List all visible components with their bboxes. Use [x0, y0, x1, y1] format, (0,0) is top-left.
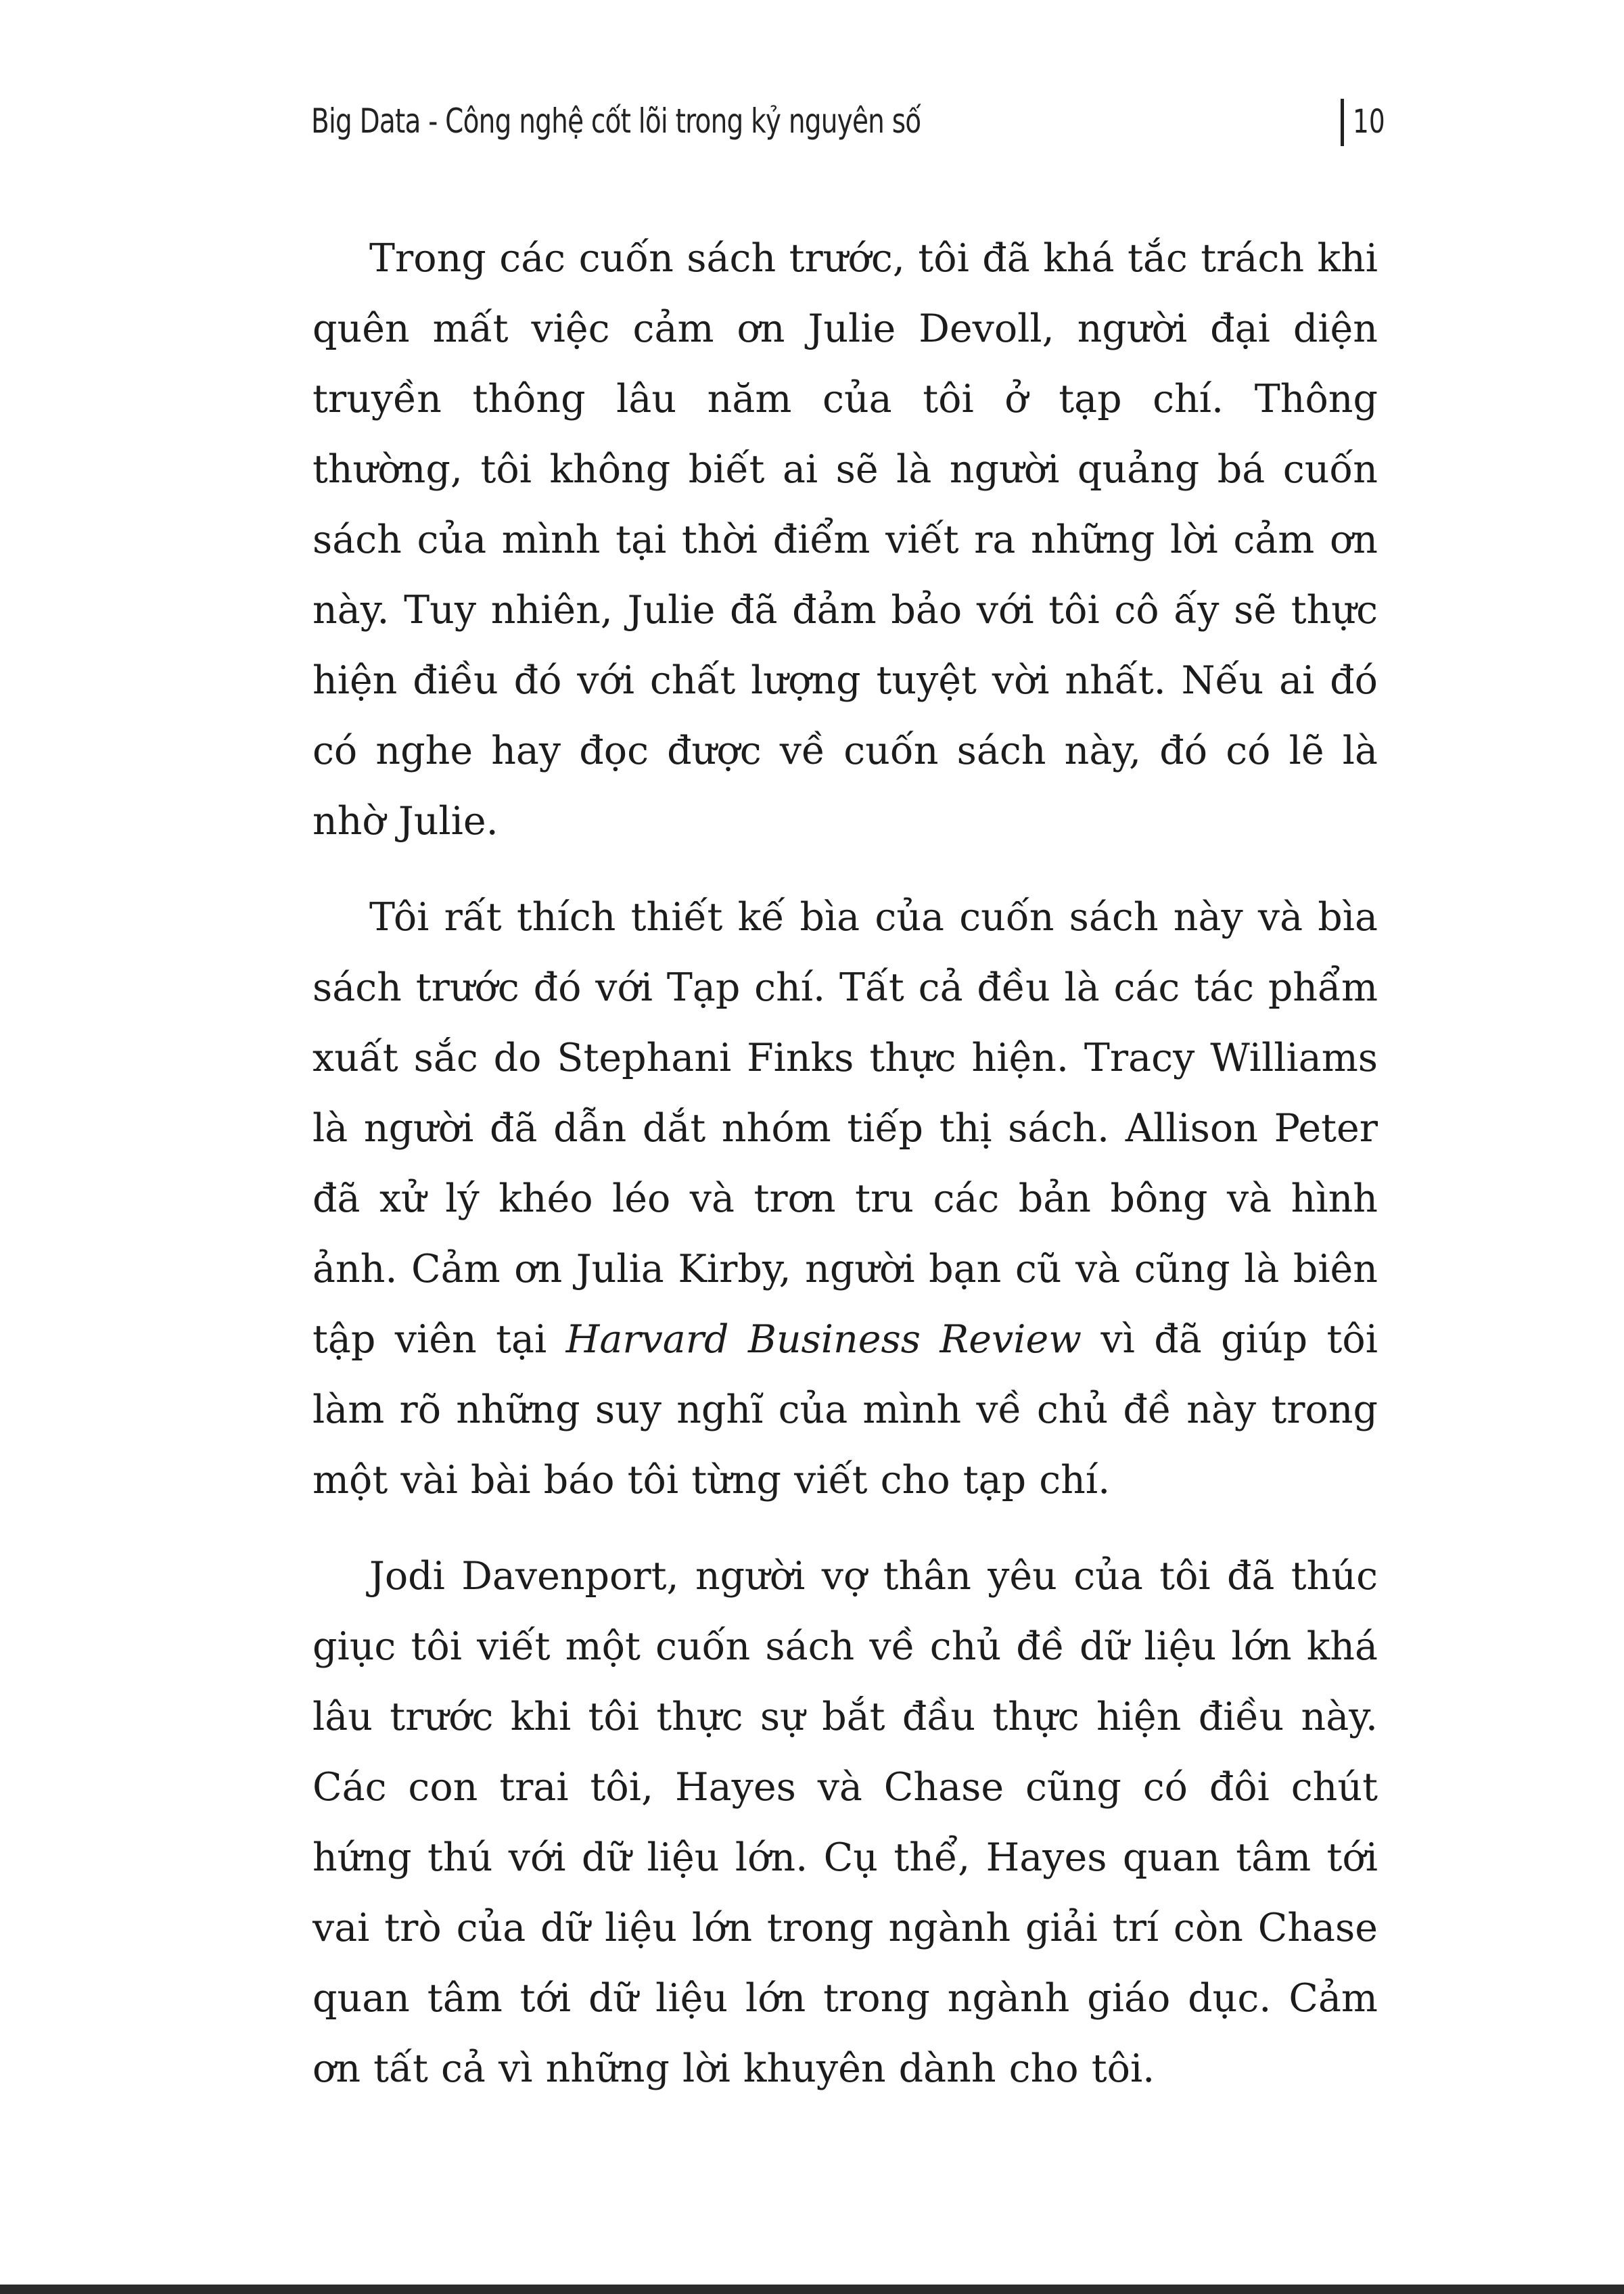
running-header: [311, 95, 1385, 156]
paragraph-3-text: Jodi Davenport, người vợ thân yêu của tôi đã thúc giục tôi viết một cuốn sách về chủ đề dữ liệu lớn khá lâu trước khi tôi thực sự bắt đầu thực hiện điều này. Các con trai tôi, Hayes và Chase cũng có đôi chút hứng thú với dữ liệu lớn. Cụ thể, Hayes quan tâm tới vai trò của dữ liệu lớn trong ngành giải trí còn Chase quan tâm tới dữ liệu lớn trong ngành giáo dục. Cảm ơn tất cả vì những lời khuyên dành cho tôi.: [312, 1554, 1378, 2091]
header-title: Big Data - Công nghệ cốt lõi trong kỷ nguyên số: [311, 101, 921, 141]
paragraph-2-text-end: vì đã giúp tôi làm rõ những suy nghĩ của mình về chủ đề này trong một vài bài báo tôi từng viết cho tạp chí.: [312, 1317, 1378, 1502]
paragraph-2: [312, 882, 1378, 1515]
bottom-edge-rule: [0, 2285, 1624, 2294]
header-divider: [1341, 99, 1344, 146]
page-number: 10: [1353, 103, 1385, 141]
paragraph-3: [312, 1541, 1378, 2104]
paragraph-1: [312, 223, 1378, 856]
journal-title-italic: Harvard Business Review: [565, 1317, 1082, 1362]
paragraph-1-text: Trong các cuốn sách trước, tôi đã khá tắc trách khi quên mất việc cảm ơn Julie Devoll, người đại diện truyền thông lâu năm của tôi ở tạp chí. Thông thường, tôi không biết ai sẽ là người quảng bá cuốn sách của mình tại thời điểm viết ra những lời cảm ơn này. Tuy nhiên, Julie đã đảm bảo với tôi cô ấy sẽ thực hiện điều đó với chất lượng tuyệt vời nhất. Nếu ai đó có nghe hay đọc được về cuốn sách này, đó có lẽ là nhờ Julie.: [312, 236, 1378, 844]
body-text: [312, 223, 1378, 2104]
paragraph-2-text-start: Tôi rất thích thiết kế bìa của cuốn sách này và bìa sách trước đó với Tạp chí. Tất cả đều là các tác phẩm xuất sắc do Stephani Finks thực hiện. Tracy Williams là người đã dẫn dắt nhóm tiếp thị sách. Allison Peter đã xử lý khéo léo và trơn tru các bản bông và hình ảnh. Cảm ơn Julia Kirby, người bạn cũ và cũng là biên tập viên tại: [312, 895, 1378, 1362]
